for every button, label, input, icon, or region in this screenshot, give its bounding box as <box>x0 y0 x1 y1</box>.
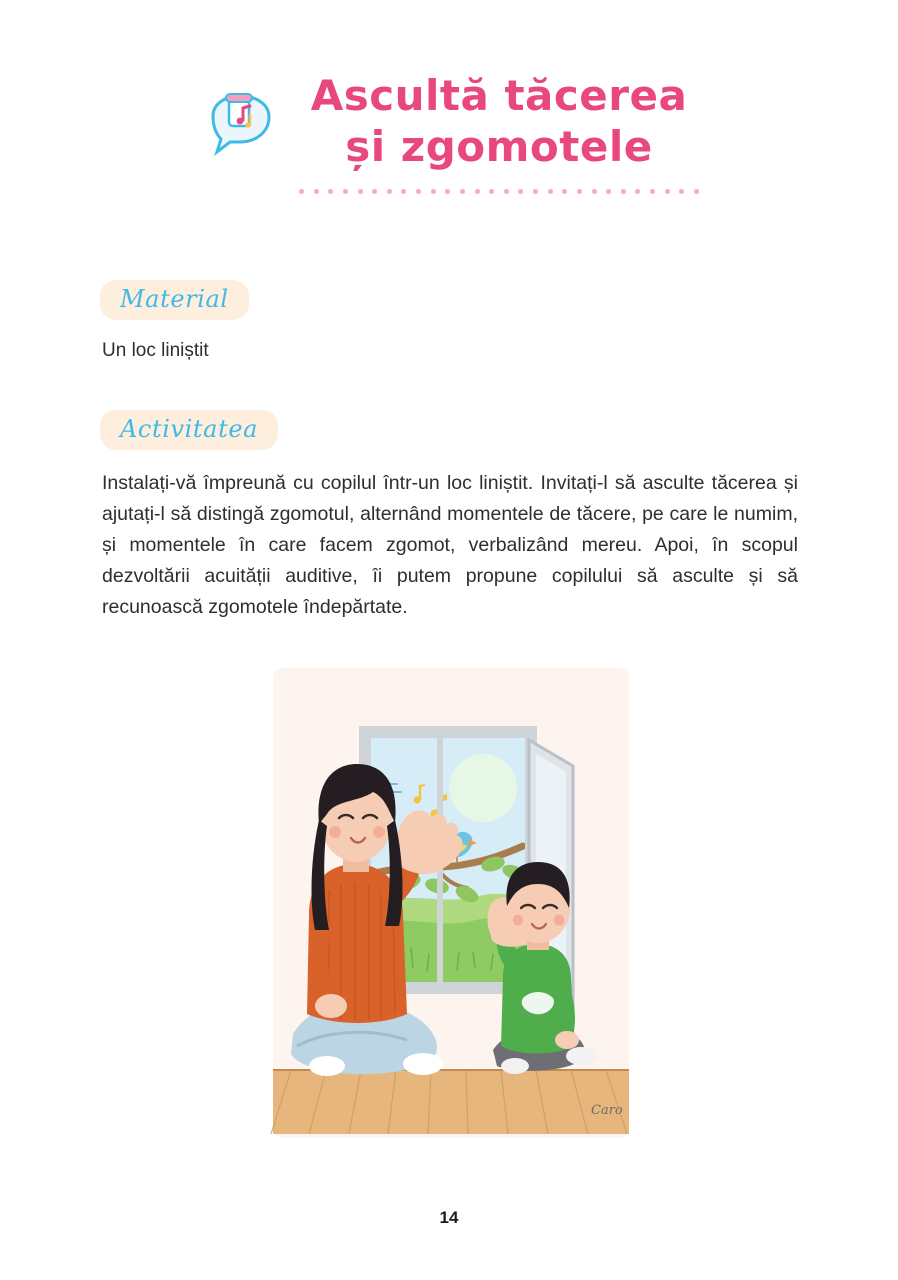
divider-dot <box>635 189 640 194</box>
divider-dot <box>372 189 377 194</box>
divider-dot <box>548 189 553 194</box>
divider-dot <box>358 189 363 194</box>
divider-dot <box>387 189 392 194</box>
material-label-chip: Material <box>100 280 249 320</box>
material-text: Un loc liniștit <box>102 340 209 361</box>
divider-dot <box>694 189 699 194</box>
page-title-line-1: Ascultă tăcerea <box>310 71 688 120</box>
page-header <box>0 70 898 195</box>
divider-dot <box>504 189 509 194</box>
divider-dot <box>416 189 421 194</box>
divider-dot <box>343 189 348 194</box>
page-number: 14 <box>439 1208 459 1227</box>
divider-dot <box>518 189 523 194</box>
divider-dot <box>489 189 494 194</box>
divider-dot <box>577 189 582 194</box>
divider-dot <box>475 189 480 194</box>
divider-dot <box>328 189 333 194</box>
activity-text: Instalați-vă împreună cu copilul într-un loc liniștit. Invitați-l să asculte tăcerea și ajutați-l să distingă zgomotul, alternând momentele de tăcere, pe care le numim, și momentele în care facem zgomot, verbalizând mereu. Apoi, în scopul dezvoltării acuității auditive, îi putem propune copilului să asculte și să recunoască zgomotele îndepărtate. <box>102 472 798 618</box>
divider-dot <box>460 189 465 194</box>
illustration-signature: Caro <box>591 1103 623 1118</box>
activity-label-chip: Activitatea <box>100 410 278 450</box>
divider-dot <box>431 189 436 194</box>
divider-dot <box>606 189 611 194</box>
divider-dot <box>621 189 626 194</box>
divider-dot <box>665 189 670 194</box>
music-cup-icon <box>199 80 285 166</box>
header-row <box>0 70 898 195</box>
divider-dot <box>562 189 567 194</box>
divider-dot <box>533 189 538 194</box>
page-title-line-2: și zgomotele <box>345 121 653 171</box>
title-divider-dots <box>299 187 699 195</box>
illustration-mother-and-child-listening <box>231 668 671 1158</box>
divider-dot <box>401 189 406 194</box>
divider-dot <box>314 189 319 194</box>
divider-dot <box>445 189 450 194</box>
page-title <box>299 70 699 195</box>
divider-dot <box>592 189 597 194</box>
divider-dot <box>679 189 684 194</box>
divider-dot <box>299 189 304 194</box>
divider-dot <box>650 189 655 194</box>
